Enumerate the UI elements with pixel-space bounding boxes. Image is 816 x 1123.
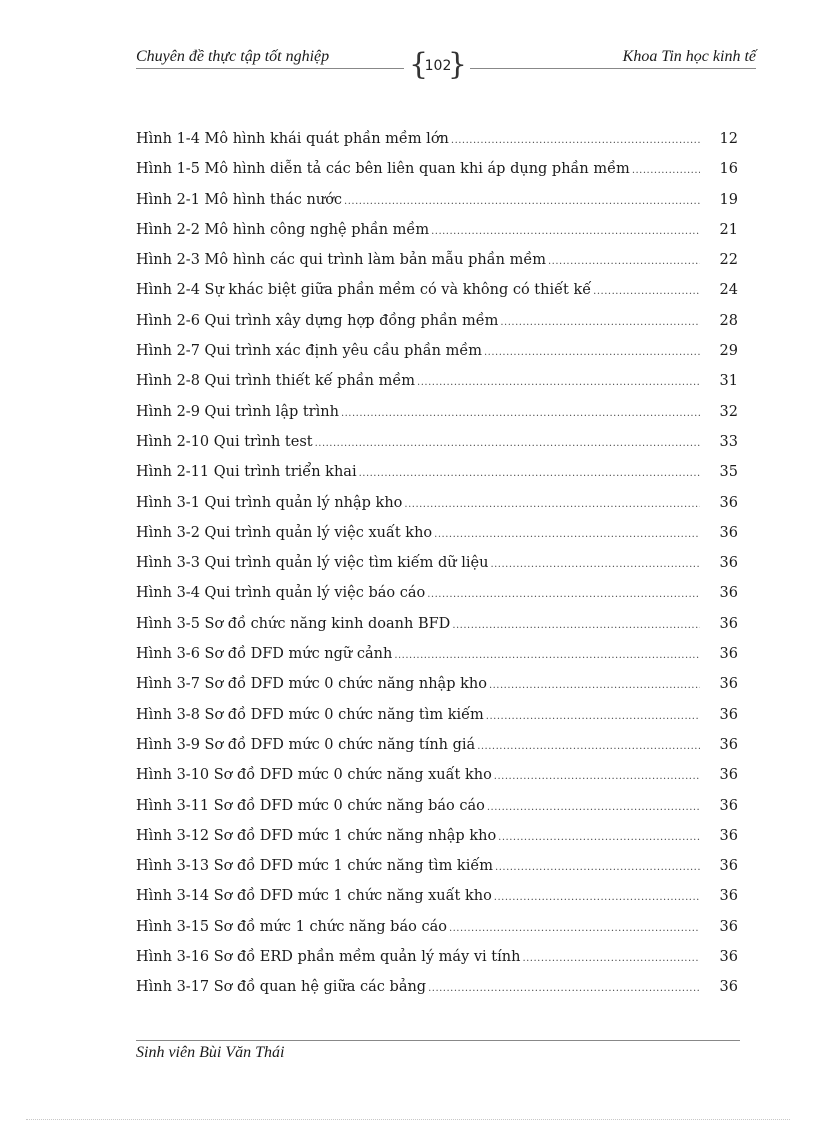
toc-entry-label: Hình 1-4 Mô hình khái quát phần mềm lớn	[136, 131, 449, 147]
toc-entry[interactable]	[136, 131, 738, 161]
toc-leader-dots	[494, 892, 700, 903]
toc-entry-label: Hình 2-1 Mô hình thác nước	[136, 191, 343, 208]
toc-leader-dots	[484, 347, 700, 358]
toc-entry[interactable]	[136, 979, 738, 1009]
toc-entry-page: 36	[719, 888, 738, 905]
toc-entry[interactable]	[136, 555, 738, 585]
toc-entry-label: Hình 2-2 Mô hình công nghệ phần mềm	[136, 221, 430, 238]
toc-entry[interactable]	[136, 676, 738, 706]
toc-entry-label: Hình 3-11 Sơ đồ DFD mức 0 chức năng báo cáo	[136, 797, 485, 814]
toc-entry[interactable]	[136, 828, 738, 858]
toc-entry[interactable]	[136, 858, 738, 888]
toc-entry-page: 36	[719, 615, 738, 632]
toc-entry-page: 35	[719, 464, 738, 481]
toc-leader-dots	[477, 741, 700, 752]
toc-leader-dots	[487, 802, 700, 813]
toc-entry-label: Hình 3-15 Sơ đồ mức 1 chức năng báo cáo	[136, 918, 447, 935]
toc-entry-page: 36	[719, 767, 738, 784]
toc-entry-label: Hình 3-17 Sơ đồ quan hệ giữa các bảng	[136, 979, 427, 996]
toc-entry-label: Hình 3-5 Sơ đồ chức năng kinh doanh BFD	[136, 615, 451, 632]
toc-entry[interactable]	[136, 767, 738, 797]
header-rule-left	[136, 68, 404, 69]
toc-entry-page: 21	[719, 221, 738, 238]
toc-entry-page: 28	[719, 312, 738, 329]
toc-entry[interactable]	[136, 282, 738, 312]
toc-leader-dots	[359, 468, 700, 479]
toc-entry-page: 36	[719, 949, 738, 966]
toc-leader-dots	[632, 165, 700, 176]
toc-leader-dots	[417, 377, 700, 388]
toc-leader-dots	[495, 862, 700, 873]
toc-entry-page: 31	[719, 373, 738, 390]
toc-entry-label: Hình 2-7 Qui trình xác định yêu cầu phần mềm	[136, 343, 482, 360]
toc-leader-dots	[490, 559, 700, 570]
toc-entry[interactable]	[136, 737, 738, 767]
toc-entry-page: 36	[719, 858, 738, 875]
toc-entry-label: Hình 2-4 Sự khác biệt giữa phần mềm có và không có thiết kế	[136, 282, 592, 299]
toc-leader-dots	[548, 256, 700, 267]
toc-entry-label: Hình 2-8 Qui trình thiết kế phần mềm	[136, 373, 416, 390]
toc-entry-label: Hình 2-3 Mô hình các qui trình làm bản mẫu phần mềm	[136, 252, 546, 269]
header-left-title: Chuyên đề thực tập tốt nghiệp	[136, 48, 330, 65]
toc-leader-dots	[498, 832, 700, 843]
toc-entry[interactable]	[136, 464, 738, 494]
page-number-badge	[409, 47, 467, 82]
toc-entry-label: Hình 3-8 Sơ đồ DFD mức 0 chức năng tìm kiếm	[136, 706, 484, 723]
toc-entry[interactable]	[136, 434, 738, 464]
toc-entry-label: Hình 2-10 Qui trình test	[136, 433, 313, 450]
toc-leader-dots	[486, 711, 700, 722]
toc-leader-dots	[522, 953, 700, 964]
toc-entry[interactable]	[136, 222, 738, 252]
footer-author: Sinh viên Bùi Văn Thái	[136, 1044, 285, 1061]
toc-entry[interactable]	[136, 313, 738, 343]
page-bottom-edge	[26, 1119, 790, 1120]
toc-entry-label: Hình 3-2 Qui trình quản lý việc xuất kho	[136, 524, 433, 541]
page-header	[136, 46, 756, 86]
toc-leader-dots	[315, 438, 700, 449]
toc-leader-dots	[434, 529, 700, 540]
footer-rule	[136, 1040, 740, 1041]
toc-entry-label: Hình 2-6 Qui trình xây dựng hợp đồng phần mềm	[136, 312, 499, 329]
toc-entry[interactable]	[136, 495, 738, 525]
toc-leader-dots	[452, 620, 700, 631]
toc-entry-label: Hình 3-16 Sơ đồ ERD phần mềm quản lý máy vi tính	[136, 949, 521, 966]
toc-entry-label: Hình 3-9 Sơ đồ DFD mức 0 chức năng tính giá	[136, 736, 476, 753]
toc-entry-page: 36	[719, 646, 738, 663]
toc-entry-page: 19	[719, 191, 738, 208]
toc-entry-label: Hình 2-11 Qui trình triển khai	[136, 464, 357, 481]
toc-entry[interactable]	[136, 404, 738, 434]
toc-leader-dots	[344, 196, 700, 207]
toc-entry-label: Hình 3-13 Sơ đồ DFD mức 1 chức năng tìm kiếm	[136, 858, 494, 875]
toc-entry-page: 36	[719, 827, 738, 844]
toc-entry-label: Hình 1-5 Mô hình diễn tả các bên liên quan khi áp dụng phần mềm	[136, 161, 630, 178]
toc-entry-label: Hình 3-4 Qui trình quản lý việc báo cáo	[136, 585, 426, 602]
toc-leader-dots	[428, 983, 700, 994]
toc-entry-label: Hình 3-7 Sơ đồ DFD mức 0 chức năng nhập kho	[136, 676, 487, 693]
toc-leader-dots	[451, 135, 700, 146]
toc-entry-page: 36	[719, 555, 738, 572]
toc-entry[interactable]	[136, 919, 738, 949]
toc-entry-label: Hình 3-10 Sơ đồ DFD mức 0 chức năng xuất kho	[136, 767, 492, 784]
toc-entry-page: 36	[719, 676, 738, 693]
toc-entry-label: Hình 3-12 Sơ đồ DFD mức 1 chức năng nhập kho	[136, 827, 497, 844]
toc-entry-label: Hình 2-9 Qui trình lập trình	[136, 403, 339, 420]
toc-entry-page: 22	[719, 252, 738, 269]
toc-leader-dots	[427, 589, 700, 600]
toc-entry[interactable]	[136, 888, 738, 918]
toc-entry-label: Hình 3-1 Qui trình quản lý nhập kho	[136, 494, 403, 511]
right-brace-icon: }	[447, 47, 467, 82]
toc-leader-dots	[593, 286, 700, 297]
toc-entry-page: 33	[719, 433, 738, 450]
toc-entry-page: 16	[719, 161, 738, 178]
toc-entry-page: 36	[719, 524, 738, 541]
toc-leader-dots	[500, 317, 700, 328]
toc-entry[interactable]	[136, 192, 738, 222]
toc-entry-label: Hình 3-14 Sơ đồ DFD mức 1 chức năng xuất kho	[136, 888, 492, 905]
toc-entry[interactable]	[136, 161, 738, 191]
toc-entry-page: 36	[719, 736, 738, 753]
toc-leader-dots	[494, 771, 700, 782]
toc-entry-page: 36	[719, 494, 738, 511]
toc-entry[interactable]	[136, 373, 738, 403]
toc-entry-page: 36	[719, 585, 738, 602]
toc-entry-page: 36	[719, 706, 738, 723]
toc-entry[interactable]	[136, 646, 738, 676]
toc-leader-dots	[449, 923, 700, 934]
toc-leader-dots	[394, 650, 700, 661]
toc-entry-page: 36	[719, 797, 738, 814]
toc-entry-page: 36	[719, 979, 738, 996]
table-of-figures	[136, 131, 738, 1010]
header-rule-right	[470, 68, 756, 69]
toc-leader-dots	[431, 226, 700, 237]
toc-entry[interactable]	[136, 949, 738, 979]
toc-entry[interactable]	[136, 585, 738, 615]
toc-entry[interactable]	[136, 707, 738, 737]
toc-leader-dots	[489, 680, 700, 691]
toc-entry-page: 12	[719, 131, 738, 147]
page-number: 102	[424, 58, 452, 74]
toc-entry-label: Hình 3-3 Qui trình quản lý việc tìm kiếm dữ liệu	[136, 555, 489, 572]
toc-entry-page: 24	[719, 282, 738, 299]
toc-leader-dots	[341, 408, 700, 419]
toc-entry-page: 36	[719, 918, 738, 935]
toc-entry-page: 29	[719, 343, 738, 360]
left-brace-icon: {	[409, 47, 429, 82]
header-right-title: Khoa Tin học kinh tế	[622, 48, 756, 65]
toc-entry[interactable]	[136, 343, 738, 373]
toc-entry[interactable]	[136, 798, 738, 828]
toc-entry[interactable]	[136, 252, 738, 282]
toc-entry-page: 32	[719, 403, 738, 420]
toc-entry[interactable]	[136, 525, 738, 555]
toc-leader-dots	[404, 499, 700, 510]
toc-entry-label: Hình 3-6 Sơ đồ DFD mức ngữ cảnh	[136, 646, 393, 663]
toc-entry[interactable]	[136, 616, 738, 646]
